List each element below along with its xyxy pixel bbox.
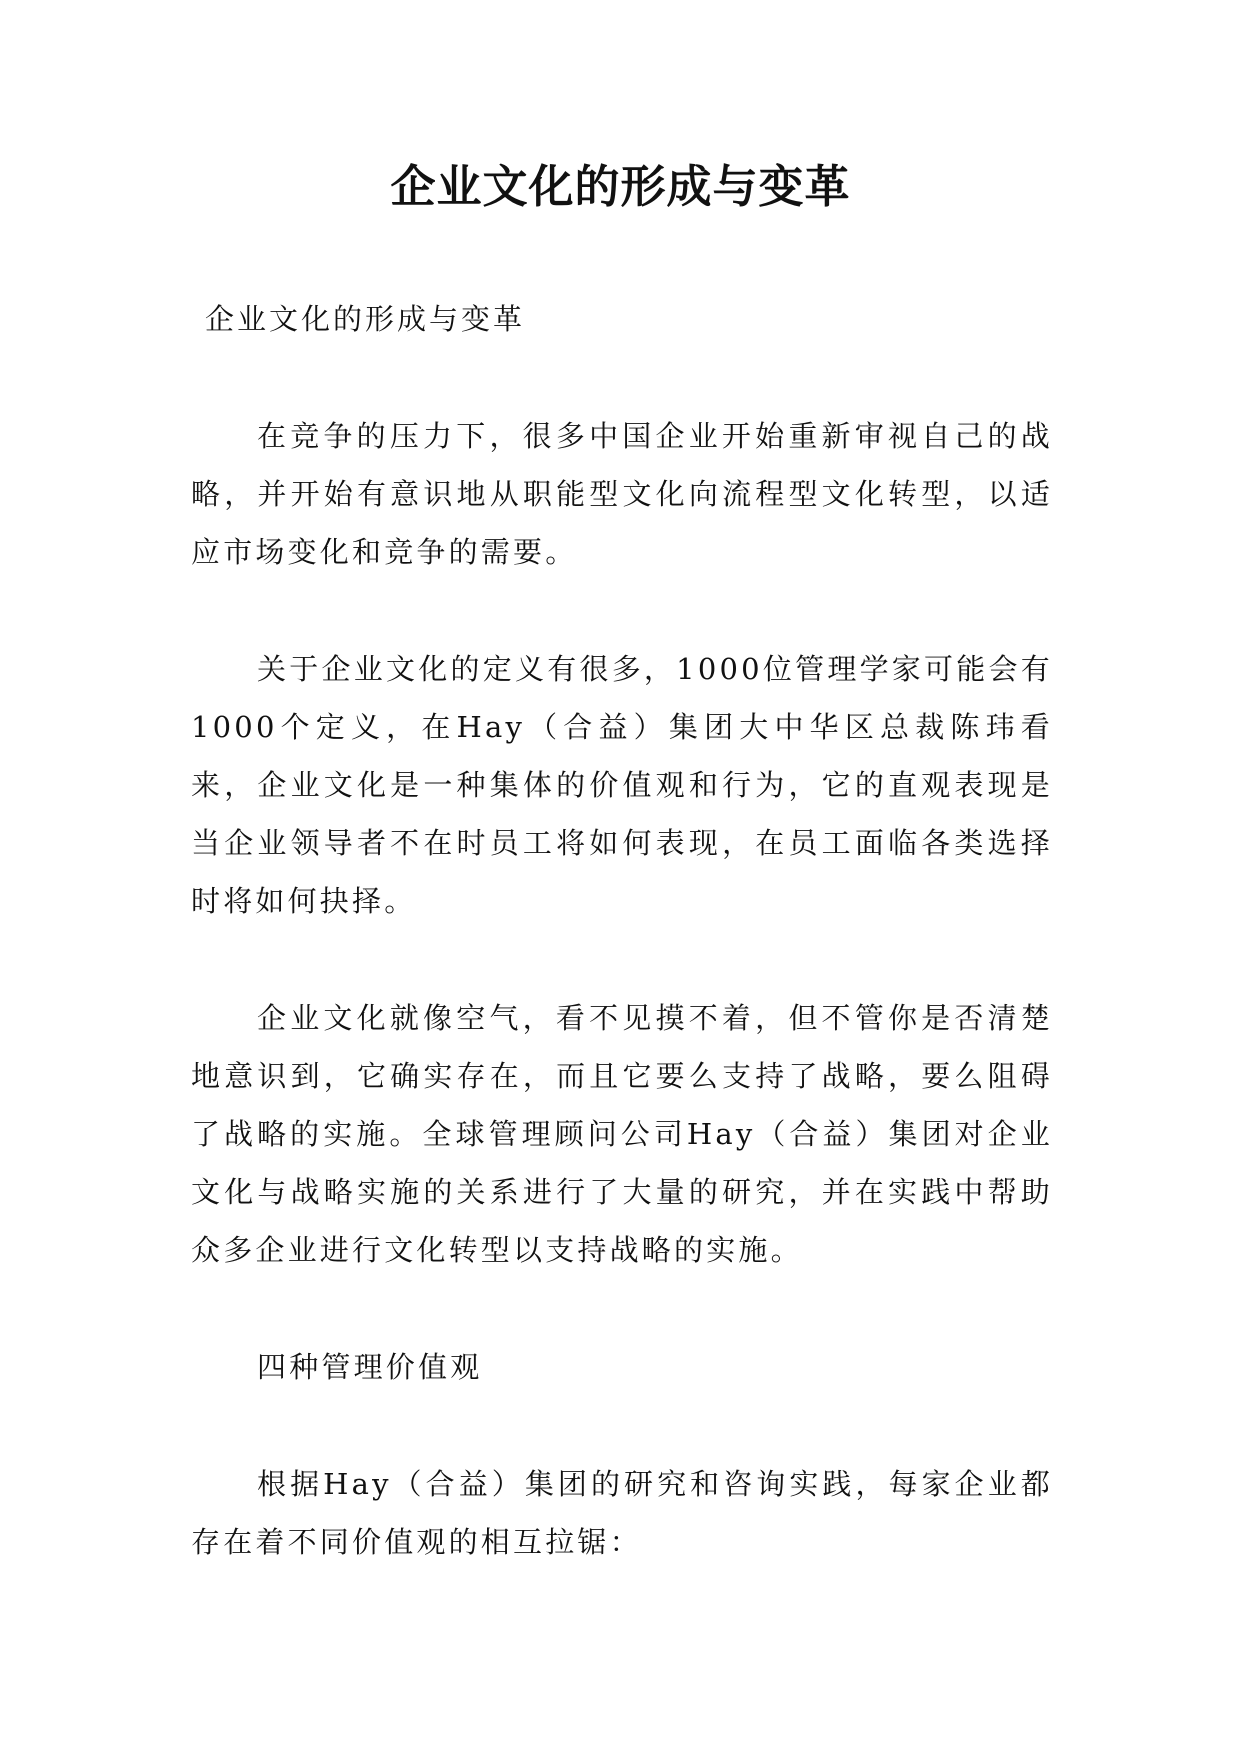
section-heading: 四种管理价值观 xyxy=(257,1350,483,1384)
paragraph: 在竞争的压力下，很多中国企业开始重新审视自己的战略，并开始有意识地从职能型文化向流程型文化转型，以适应市场变化和竞争的需要。 xyxy=(191,419,1053,569)
paragraph: 关于企业文化的定义有很多，1000位管理学家可能会有1000个定义，在Hay（合益）集团大中华区总裁陈玮看来，企业文化是一种集体的价值观和行为，它的直观表现是当企业领导者不在时员工将如何表现，在员工面临各类选择时将如何抉择。 xyxy=(191,652,1053,918)
document-subtitle: 企业文化的形成与变革 xyxy=(205,302,526,336)
document-title: 企业文化的形成与变革 xyxy=(390,160,851,213)
paragraph: 企业文化就像空气，看不见摸不着，但不管你是否清楚地意识到，它确实存在，而且它要么支持了战略，要么阻碍了战略的实施。全球管理顾问公司Hay（合益）集团对企业文化与战略实施的关系进行了大量的研究，并在实践中帮助众多企业进行文化转型以支持战略的实施。 xyxy=(191,1001,1053,1267)
document-body xyxy=(191,290,1053,1571)
paragraph: 根据Hay（合益）集团的研究和咨询实践，每家企业都存在着不同价值观的相互拉锯： xyxy=(191,1467,1053,1559)
